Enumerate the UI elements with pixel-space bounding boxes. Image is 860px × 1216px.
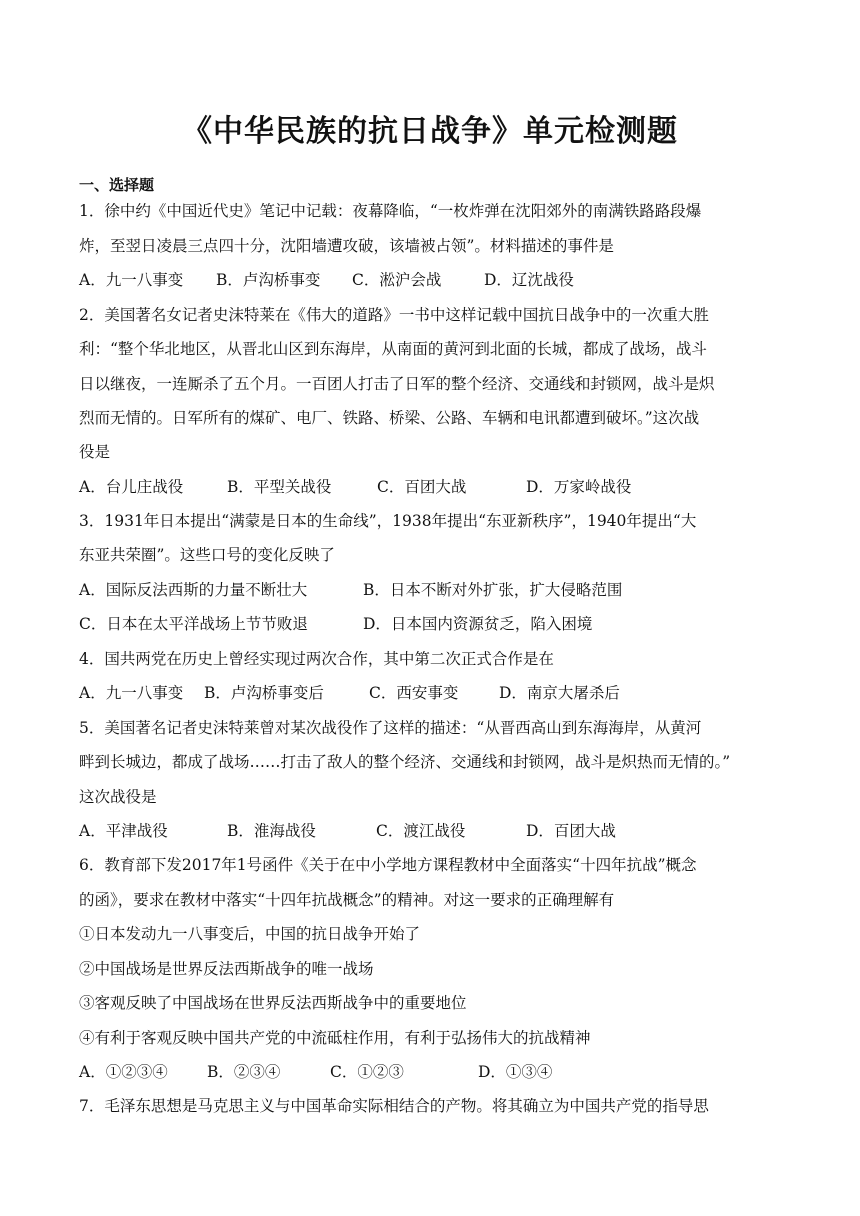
option-a: A．平津战役	[79, 822, 168, 840]
option-b: B．淮海战役	[227, 822, 316, 840]
question-6-statement-2: ②中国战场是世界反法西斯战争的唯一战场	[79, 960, 374, 978]
option-c: C．日本在太平洋战场上节节败退	[79, 615, 308, 633]
question-6-statement-4: ④有利于客观反映中国共产党的中流砥柱作用，有利于弘扬伟大的抗战精神	[79, 1029, 591, 1047]
option-a: A．国际反法西斯的力量不断壮大	[79, 581, 308, 599]
option-d: D．百团大战	[526, 822, 616, 840]
question-7-line-1: 7．毛泽东思想是马克思主义与中国革命实际相结合的产物。将其确立为中国共产党的指导思	[79, 1097, 709, 1115]
question-1-line-1: 1．徐中约《中国近代史》笔记中记载：夜幕降临，“一枚炸弹在沈阳郊外的南满铁路路段爆	[79, 202, 702, 220]
option-b: B．日本不断对外扩张，扩大侵略范围	[363, 581, 623, 599]
question-2-line-5: 役是	[79, 443, 111, 461]
option-a: A．九一八事变	[79, 684, 184, 702]
question-5-line-1: 5．美国著名记者史沫特莱曾对某次战役作了这样的描述：“从晋西高山到东海海岸，从黄河	[79, 719, 702, 737]
question-6-line-2: 的函》，要求在教材中落实“十四年抗战概念”的精神。对这一要求的正确理解有	[79, 891, 615, 909]
question-4-line-1: 4．国共两党在历史上曾经实现过两次合作，其中第二次正式合作是在	[79, 650, 554, 668]
option-d: D．①③④	[478, 1063, 553, 1081]
option-c: C．百团大战	[377, 478, 467, 496]
option-d: D．万家岭战役	[526, 478, 632, 496]
option-b: B．平型关战役	[227, 478, 332, 496]
option-b: B．卢沟桥事变	[216, 271, 321, 289]
question-2-line-1: 2．美国著名女记者史沫特莱在《伟大的道路》一书中这样记载中国抗日战争中的一次重大胜	[79, 306, 709, 324]
question-5-line-2: 畔到长城边，都成了战场……打击了敌人的整个经济、交通线和封锁网，战斗是炽热而无情的。”	[79, 753, 731, 771]
question-6-line-1: 6．教育部下发2017年1号函件《关于在中小学地方课程教材中全面落实“十四年抗战”概念	[79, 856, 697, 874]
section-heading: 一、选择题	[79, 176, 155, 194]
question-5-line-3: 这次战役是	[79, 788, 157, 806]
option-a: A．台儿庄战役	[79, 478, 184, 496]
question-3-line-1: 3．1931年日本提出“满蒙是日本的生命线”，1938年提出“东亚新秩序”，1940年提出“大	[79, 512, 697, 530]
option-c: C．西安事变	[369, 684, 459, 702]
option-c: C．淞沪会战	[352, 271, 442, 289]
question-2-line-2: 利：“整个华北地区，从晋北山区到东海岸，从南面的黄河到北面的长城，都成了战场，战斗	[79, 340, 707, 358]
question-6-statement-1: ①日本发动九一八事变后，中国的抗日战争开始了	[79, 925, 421, 943]
option-d: D．日本国内资源贫乏，陷入困境	[363, 615, 593, 633]
page-title: 《中华民族的抗日战争》单元检测题	[182, 114, 678, 149]
question-2-line-4: 烈而无情的。日军所有的煤矿、电厂、铁路、桥梁、公路、车辆和电讯都遭到破坏。”这次战	[79, 409, 700, 427]
option-b: B．卢沟桥事变后	[204, 684, 324, 702]
option-a: A．①②③④	[79, 1063, 168, 1081]
option-b: B．②③④	[207, 1063, 281, 1081]
question-3-line-2: 东亚共荣圈”。这些口号的变化反映了	[79, 546, 335, 564]
question-1-line-2: 炸，至翌日凌晨三点四十分，沈阳墙遭攻破，该墙被占领”。材料描述的事件是	[79, 237, 614, 255]
option-d: D．南京大屠杀后	[499, 684, 620, 702]
question-6-statement-3: ③客观反映了中国战场在世界反法西斯战争中的重要地位	[79, 994, 467, 1012]
option-c: C．渡江战役	[376, 822, 466, 840]
option-a: A．九一八事变	[79, 271, 184, 289]
option-c: C．①②③	[330, 1063, 404, 1081]
question-2-line-3: 日以继夜，一连厮杀了五个月。一百团人打击了日军的整个经济、交通线和封锁网，战斗是炽	[79, 375, 715, 393]
option-d: D．辽沈战役	[484, 271, 574, 289]
